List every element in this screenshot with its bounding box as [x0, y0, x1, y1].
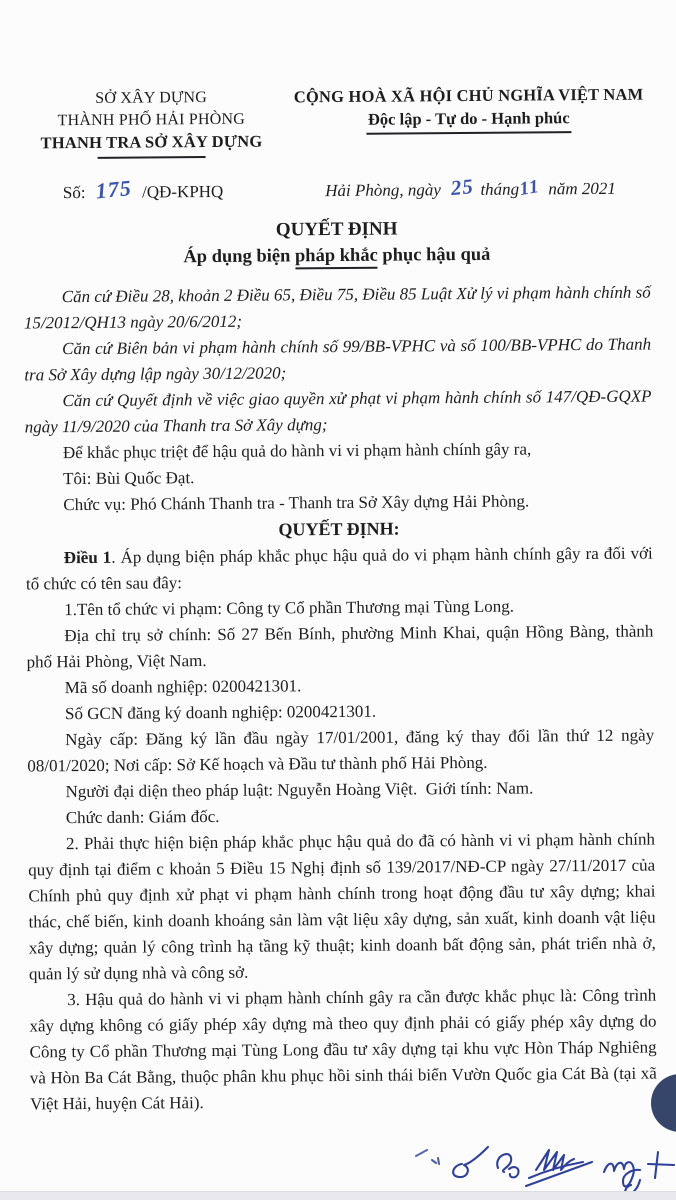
document-body [24, 280, 658, 1118]
article-1 [26, 541, 653, 598]
handwritten-month: 11 [518, 176, 542, 201]
bottom-edge-strip [0, 1191, 676, 1200]
decision-heading: QUYẾT ĐỊNH: [278, 518, 400, 540]
document-number [62, 175, 224, 204]
issuer-line-parent-agency: SỞ XÂY DỰNG [95, 89, 208, 107]
legal-basis-1: Căn cứ Điều 28, khoản 2 Điều 65, Điều 75, Điều 85 Luật Xử lý vi phạm hành chính số 15/2012/QH13 ngày 20/6/2012; [23, 282, 651, 333]
issuer-underline-divider [98, 156, 206, 159]
ref-label: Số: [62, 182, 86, 203]
handwritten-ref-number: 175 [94, 175, 133, 204]
org-name-line: 1.Tên tổ chức vi phạm: Công ty Cổ phần Thương mại Tùng Long. [64, 596, 515, 620]
document-header [22, 84, 650, 160]
national-motto: Độc lập - Tự do - Hạnh phúc [366, 106, 572, 135]
org-representative-line: Người đại diện theo pháp luật: Nguyễn Hoàng Việt. Giới tính: Nam. [65, 778, 534, 802]
dateline-place: Hải Phòng, ngày [325, 180, 441, 201]
clause-3: 3. Hậu quả do hành vi vi phạm hành chính gây ra cần được khắc phục là: Công trình xây dựng không có giấy phép xây dựng mà theo quy định phải có giấy phép xây dựng do Công ty Cổ phần Thương mại Tùng Long đầu tư xây dựng tại khu vực Hòn Tháp Nghiêng và Hòn Ba Cát Bằng, thuộc phân khu phục hồi sinh thái biển Vườn Quốc gia Cát Bà (tại xã Việt Hải, huyện Cát Hải). [29, 985, 657, 1114]
national-header-block [280, 84, 649, 136]
org-issue-date-line: Ngày cấp: Đăng ký lần đầu ngày 17/01/2001, đăng ký thay đổi lần thứ 12 ngày 08/01/2020; Nơi cấp: Sở Kế hoạch và Đầu tư thành phố Hải Phòng. [27, 725, 655, 776]
ref-suffix: /QĐ-KPHQ [141, 181, 224, 202]
issuer-line-inspectorate: THANH TRA SỞ XÂY DỰNG [40, 131, 263, 153]
ref-date-row [23, 173, 650, 204]
title-subtitle [23, 241, 650, 273]
issuing-agency-block [22, 86, 281, 159]
article-1-text: . Áp dụng biện pháp khắc phục hậu quả do vi phạm hành chính gây ra đối với tổ chức có tên sau đây: [25, 543, 653, 594]
title-main: QUYẾT ĐỊNH [275, 218, 398, 241]
org-gcn-line: Số GCN đăng ký doanh nghiệp: 0200421301. [64, 701, 377, 724]
article-1-lead: Điều 1 [63, 547, 112, 568]
handwritten-day: 25 [449, 173, 476, 201]
issuer-person-line: Tôi: Bùi Quốc Đạt. [63, 468, 195, 489]
org-rep-title-line: Chức danh: Giám đốc. [65, 806, 220, 828]
org-tax-code-line: Mã số doanh nghiệp: 0200421301. [64, 676, 302, 698]
title-subtitle-underlined: pháp khắc [295, 246, 378, 270]
org-address-line: Địa chỉ trụ sở chính: Số 27 Bến Bính, phường Minh Khai, quận Hồng Bàng, thành phố Hải Phòng, Việt Nam. [26, 621, 654, 672]
legal-basis-2: Căn cứ Biên bản vi phạm hành chính số 99/BB-VPHC và số 100/BB-VPHC do Thanh tra Sở Xây dựng lập ngày 30/12/2020; [24, 334, 652, 385]
title-subtitle-post: phục hậu quả [377, 244, 491, 266]
purpose-line: Để khắc phục triệt để hậu quả do hành vi vi phạm hành chính gây ra, [62, 439, 532, 463]
dateline [325, 173, 616, 201]
issuer-position-line: Chức vụ: Phó Chánh Thanh tra - Thanh tra Sở Xây dựng Hải Phòng. [63, 491, 530, 515]
clause-2: 2. Phải thực hiện biện pháp khắc phục hậu quả do đã có hành vi vi phạm hành chính quy định tại điểm c khoản 5 Điều 15 Nghị định số 139/2017/NĐ-CP ngày 27/11/2017 của Chính phủ quy định xử phạt vi phạm hành chính trong hoạt động đầu tư xây dựng; khai thác, chế biến, kinh doanh khoáng sản làm vật liệu xây dựng, sản xuất, kinh doanh vật liệu xây dựng; quản lý công trình hạ tầng kỹ thuật; kinh doanh bất động sản, phát triển nhà ở, quản lý sử dụng nhà và công sở. [28, 829, 656, 984]
dateline-year: năm 2021 [548, 178, 616, 199]
document-title [23, 215, 650, 273]
handwritten-signature-scribbles [396, 1118, 676, 1198]
legal-basis-3: Căn cứ Quyết định về việc giao quyền xử phạt vi phạm hành chính số 147/QĐ-GQXP ngày 11/9/2020 của Thanh tra Sở Xây dựng; [24, 386, 652, 437]
dateline-month-label: tháng [480, 179, 520, 199]
national-title: CỘNG HOÀ XÃ HỘI CHỦ NGHĨA VIỆT NAM [293, 84, 644, 107]
issuer-line-city: THÀNH PHỐ HẢI PHÒNG [57, 110, 246, 130]
title-subtitle-pre: Áp dụng biện [183, 246, 296, 268]
